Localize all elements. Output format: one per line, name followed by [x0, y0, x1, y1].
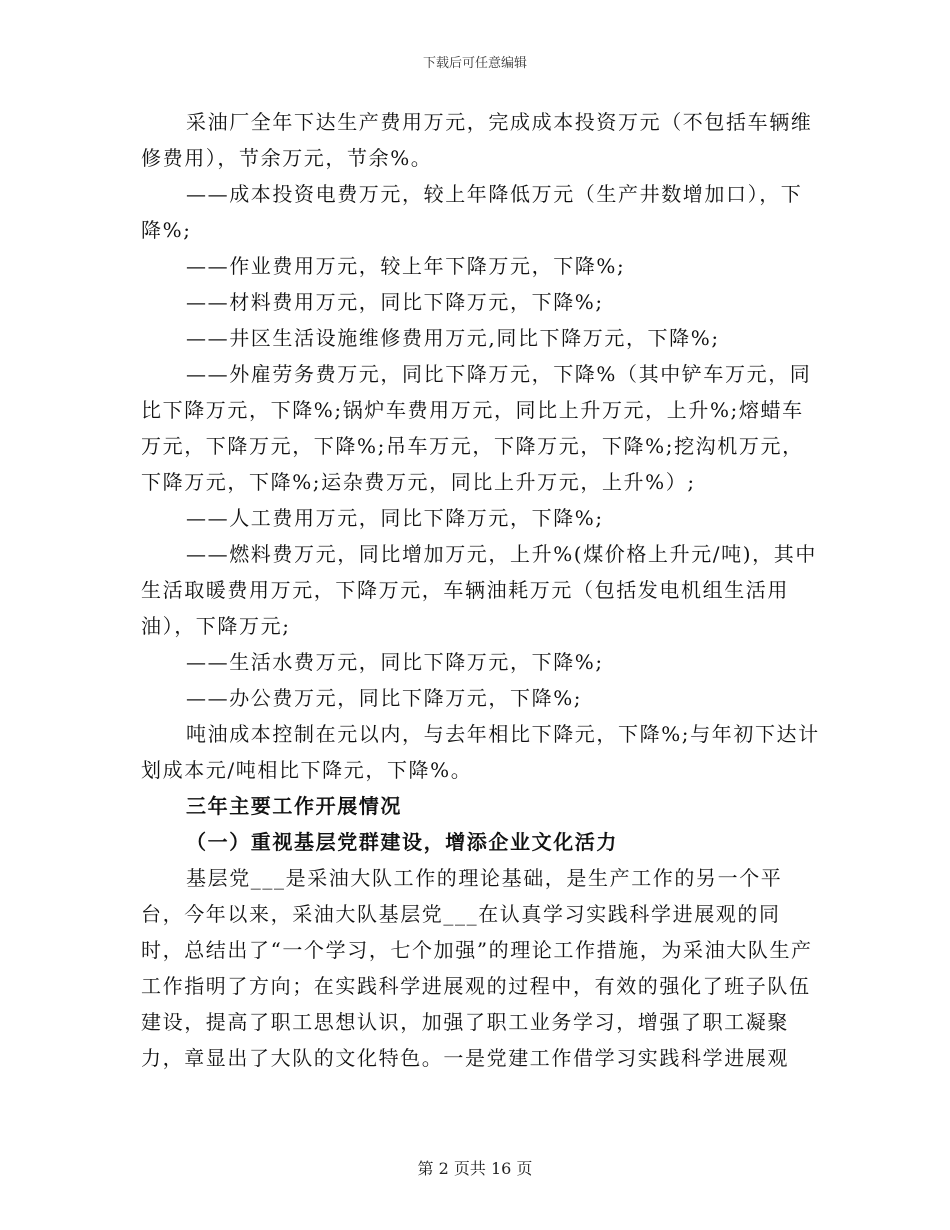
office-cost-item: ——办公费万元，同比下降万元，下降%; — [186, 686, 583, 710]
cost-summary-paragraph: 采油厂全年下达生产费用万元，完成成本投资万元（不包括车辆维修费用），节余万元，节余%。 — [141, 110, 813, 170]
party-building-paragraph: 基层党___是采油大队工作的理论基础，是生产工作的另一个平台，今年以来，采油大队基层党___在认真学习实践科学进展观的同时，总结出了“一个学习，七个加强”的理论工作措施，为采油大队生产工作指明了方向；在实践科学进展观的过程中，有效的强化了班子队伍建设，提高了职工思想认识，加强了职工业务学习，增强了职工凝聚力，章显出了大队的文化特色。一是党建工作借学习实践科学进展观 — [141, 866, 813, 1070]
page-number: 第 2 页共 16 页 — [417, 1159, 533, 1178]
electricity-cost-item: ——成本投资电费万元，较上年降低万元（生产井数增加口），下降%; — [141, 182, 803, 242]
document-body — [141, 104, 821, 1076]
header-note: 下载后可任意编辑 — [422, 56, 527, 71]
material-cost-item: ——材料费用万元，同比下降万元，下降%; — [186, 290, 604, 314]
water-cost-item: ——生活水费万元，同比下降万元，下降%; — [186, 650, 604, 674]
subsection-heading: （一）重视基层党群建设，增添企业文化活力 — [186, 830, 618, 854]
fuel-cost-item: ——燃料费万元，同比增加万元，上升%(煤价格上升元/吨)，其中生活取暖费用万元，下降万元，车辆油耗万元（包括发电机组生活用油），下降万元; — [141, 542, 817, 638]
operation-cost-item: ——作业费用万元，较上年下降万元，下降%; — [186, 254, 626, 278]
personnel-cost-item: ——人工费用万元，同比下降万元，下降%; — [186, 506, 604, 530]
per-ton-cost-paragraph: 吨油成本控制在元以内，与去年相比下降元，下降%;与年初下达计划成本元/吨相比下降元，下降%。 — [141, 722, 820, 782]
facility-maintenance-item: ——井区生活设施维修费用万元,同比下降万元，下降%; — [186, 326, 720, 350]
labor-service-item: ——外雇劳务费万元，同比下降万元，下降%（其中铲车万元，同比下降万元，下降%;锅炉车费用万元，同比上升万元，上升%;熔蜡车万元，下降万元，下降%;吊车万元，下降万元，下降%;挖沟机万元，下降万元，下降%;运杂费万元，同比上升万元，上升%）; — [141, 362, 812, 494]
section-heading: 三年主要工作开展情况 — [186, 794, 402, 818]
